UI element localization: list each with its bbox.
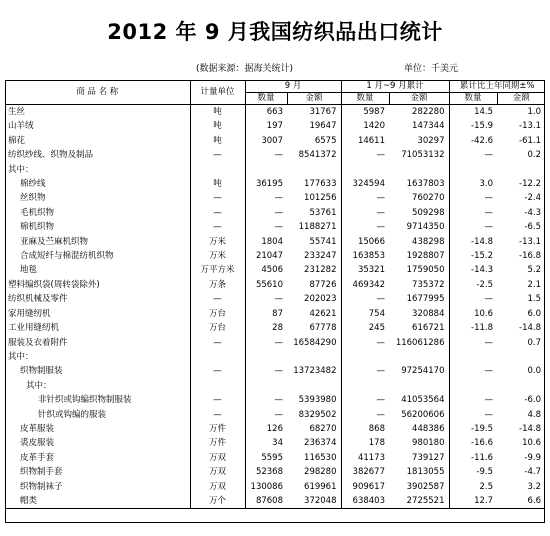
- row-sep-qty: 3007: [245, 134, 287, 148]
- row-yoy-qty: -15.2: [449, 249, 497, 263]
- header-qty: 数量: [245, 93, 287, 105]
- row-name: 非针织或钩编织物制服装: [38, 395, 132, 406]
- row-sep-amt: 8329502: [298, 409, 337, 420]
- header-commodity-name: 商 品 名 称: [5, 81, 190, 105]
- row-yoy-qty: 14.5: [449, 105, 497, 120]
- table-row: [5, 191, 545, 205]
- row-sep-qty: [245, 350, 287, 364]
- export-statistics-table: [5, 80, 545, 509]
- row-cum-qty: 35321: [341, 263, 389, 277]
- row-cum-qty: —: [341, 336, 389, 350]
- table-row: [5, 177, 545, 191]
- row-name: 皮革手套: [20, 452, 55, 463]
- row-sep-qty: —: [245, 292, 287, 306]
- row-cum-qty: —: [341, 408, 389, 422]
- row-cum-qty: 324594: [341, 177, 389, 191]
- row-sep-qty: 55610: [245, 278, 287, 292]
- row-sep-qty: 52368: [245, 465, 287, 479]
- row-unit: [190, 350, 245, 364]
- row-sep-amt: 5393980: [298, 395, 337, 406]
- table-row: [5, 220, 545, 234]
- row-yoy-qty: [449, 163, 497, 177]
- row-cum-qty: [341, 379, 389, 393]
- row-sep-qty: 34: [245, 436, 287, 450]
- row-unit: 万个: [190, 494, 245, 509]
- row-unit: —: [190, 408, 245, 422]
- row-unit: —: [190, 148, 245, 162]
- row-sep-amt: 31767: [309, 107, 337, 117]
- row-sep-qty: 5595: [245, 451, 287, 465]
- row-name: 其中：: [26, 380, 52, 391]
- header-qty: 数量: [449, 93, 497, 105]
- row-unit: 吨: [190, 119, 245, 133]
- row-yoy-amt: -13.1: [519, 236, 542, 247]
- row-yoy-amt: -16.8: [519, 251, 542, 262]
- row-unit: 万件: [190, 422, 245, 436]
- row-cum-qty: —: [341, 364, 389, 378]
- row-cum-qty: [341, 163, 389, 177]
- row-sep-amt: 8541372: [298, 150, 337, 161]
- row-cum-amt: 71053132: [401, 150, 445, 161]
- row-yoy-qty: 12.7: [449, 494, 497, 509]
- data-source-note: (数据来源：据海关统计): [196, 64, 294, 74]
- row-cum-amt: 760270: [412, 193, 445, 204]
- table-row: [5, 451, 545, 465]
- table-row: [5, 134, 545, 148]
- row-yoy-qty: 3.0: [449, 177, 497, 191]
- row-yoy-qty: -19.5: [449, 422, 497, 436]
- row-cum-amt: 1813055: [406, 467, 445, 478]
- row-sep-qty: 126: [245, 422, 287, 436]
- table-row: [5, 249, 545, 263]
- row-sep-amt: 116530: [304, 452, 337, 463]
- row-yoy-qty: 2.5: [449, 480, 497, 494]
- row-cum-qty: —: [341, 191, 389, 205]
- unit-note: 单位：千美元: [404, 64, 459, 74]
- row-cum-qty: 1420: [341, 119, 389, 133]
- row-sep-amt: [287, 379, 341, 393]
- row-yoy-amt: 4.8: [527, 409, 542, 420]
- row-name: 山羊绒: [8, 121, 34, 132]
- row-yoy-amt: 3.2: [527, 481, 542, 492]
- row-cum-amt: 448386: [412, 423, 445, 434]
- row-unit: 万双: [190, 480, 245, 494]
- row-yoy-qty: 10.6: [449, 307, 497, 321]
- row-yoy-amt: -61.1: [519, 135, 542, 146]
- row-name: 裘皮服装: [20, 438, 55, 449]
- row-sep-amt: 202023: [304, 294, 337, 305]
- row-sep-qty: 87: [245, 307, 287, 321]
- row-cum-qty: 163853: [341, 249, 389, 263]
- row-yoy-qty: —: [449, 206, 497, 220]
- row-name: 地毯: [20, 265, 38, 276]
- row-sep-qty: [245, 163, 287, 177]
- row-sep-qty: 197: [245, 119, 287, 133]
- row-yoy-amt: -4.7: [524, 467, 542, 478]
- row-yoy-qty: —: [449, 292, 497, 306]
- row-name: 塑料编织袋(周转袋除外): [8, 279, 100, 290]
- row-yoy-amt: -9.9: [524, 452, 542, 463]
- row-cum-qty: 15066: [341, 235, 389, 249]
- row-unit: 万件: [190, 436, 245, 450]
- row-cum-qty: 469342: [341, 278, 389, 292]
- row-unit: 吨: [190, 134, 245, 148]
- row-unit: —: [190, 191, 245, 205]
- row-yoy-amt: [497, 379, 545, 393]
- row-cum-qty: —: [341, 292, 389, 306]
- row-cum-amt: 97254170: [401, 366, 445, 377]
- row-yoy-qty: -11.8: [449, 321, 497, 335]
- row-yoy-qty: -14.3: [449, 263, 497, 277]
- row-yoy-amt: 0.7: [527, 337, 542, 348]
- row-yoy-qty: [449, 379, 497, 393]
- row-sep-qty: —: [245, 220, 287, 234]
- row-name: 毛机织物: [20, 207, 55, 218]
- row-name: 生丝: [8, 107, 26, 117]
- row-yoy-amt: -4.3: [524, 207, 542, 218]
- row-yoy-qty: -42.6: [449, 134, 497, 148]
- row-unit: [190, 379, 245, 393]
- row-yoy-amt: 10.6: [522, 438, 542, 449]
- header-row-top: [5, 81, 545, 93]
- row-sep-qty: —: [245, 393, 287, 407]
- page-title: 2012 年 9 月我国纺织品出口统计: [107, 20, 443, 44]
- row-unit: —: [190, 364, 245, 378]
- row-cum-amt: 1928807: [406, 251, 445, 262]
- row-cum-amt: 509298: [412, 207, 445, 218]
- table-body: [5, 105, 545, 509]
- row-cum-amt: 1637803: [406, 179, 445, 190]
- row-sep-amt: 42621: [309, 308, 337, 319]
- row-cum-amt: 41053564: [401, 395, 445, 406]
- row-unit: 万台: [190, 307, 245, 321]
- row-name: 家用缝纫机: [8, 308, 51, 319]
- row-cum-qty: 5987: [341, 105, 389, 120]
- row-unit: 万条: [190, 278, 245, 292]
- row-name: 丝织物: [20, 193, 46, 204]
- row-yoy-amt: -12.2: [519, 179, 542, 190]
- header-unit: 计量单位: [190, 81, 245, 105]
- header-yoy: 累计比上年同期±%: [449, 81, 545, 93]
- row-sep-amt: 55741: [309, 236, 337, 247]
- row-yoy-amt: -6.0: [524, 395, 542, 406]
- table-row: [5, 163, 545, 177]
- row-sep-qty: 663: [245, 105, 287, 120]
- row-sep-amt: [287, 350, 341, 364]
- row-unit: —: [190, 206, 245, 220]
- row-sep-qty: 28: [245, 321, 287, 335]
- row-cum-qty: —: [341, 148, 389, 162]
- row-yoy-amt: 0.2: [527, 150, 542, 161]
- row-sep-qty: —: [245, 206, 287, 220]
- row-cum-amt: 1677995: [406, 294, 445, 305]
- table-row: [5, 263, 545, 277]
- row-sep-qty: —: [245, 364, 287, 378]
- row-sep-qty: 130086: [245, 480, 287, 494]
- row-cum-qty: [341, 350, 389, 364]
- row-sep-amt: 1188271: [298, 222, 337, 233]
- row-yoy-qty: -15.9: [449, 119, 497, 133]
- row-cum-qty: 382677: [341, 465, 389, 479]
- row-name: 纺织纱线、织物及制品: [8, 150, 94, 161]
- table-row: [5, 465, 545, 479]
- row-sep-qty: 87608: [245, 494, 287, 509]
- row-sep-qty: [245, 379, 287, 393]
- table-row: [5, 336, 545, 350]
- row-name: 其中：: [8, 351, 34, 362]
- row-name: 棉机织物: [20, 222, 55, 233]
- row-cum-amt: 616721: [412, 323, 445, 334]
- row-name: 其中：: [8, 164, 34, 175]
- row-yoy-qty: —: [449, 364, 497, 378]
- table-row: [5, 422, 545, 436]
- row-yoy-qty: -14.8: [449, 235, 497, 249]
- row-cum-qty: —: [341, 393, 389, 407]
- row-cum-amt: 3902587: [406, 481, 445, 492]
- row-yoy-amt: 1.5: [527, 294, 542, 305]
- row-cum-qty: 245: [341, 321, 389, 335]
- table-row: [5, 235, 545, 249]
- table-row: [5, 393, 545, 407]
- row-name: 亚麻及苎麻机织物: [20, 236, 89, 247]
- row-cum-amt: 735372: [412, 279, 445, 290]
- row-name: 纺织机械及零件: [8, 294, 68, 305]
- header-qty: 数量: [341, 93, 389, 105]
- row-yoy-qty: —: [449, 220, 497, 234]
- row-yoy-qty: —: [449, 191, 497, 205]
- header-amt: 金额: [389, 93, 449, 105]
- row-yoy-amt: -6.5: [524, 222, 542, 233]
- row-cum-amt: 56200606: [401, 409, 445, 420]
- row-name: 织物制袜子: [20, 481, 63, 492]
- row-name: 工业用缝纫机: [8, 323, 60, 334]
- row-yoy-amt: 6.0: [527, 308, 542, 319]
- table-row: [5, 480, 545, 494]
- row-cum-qty: 41173: [341, 451, 389, 465]
- row-unit: 万台: [190, 321, 245, 335]
- row-sep-qty: 21047: [245, 249, 287, 263]
- row-sep-amt: 101256: [304, 193, 337, 204]
- table-row: [5, 364, 545, 378]
- row-name: 棉纱线: [20, 179, 46, 190]
- row-cum-qty: —: [341, 206, 389, 220]
- row-yoy-qty: -2.5: [449, 278, 497, 292]
- row-sep-qty: 4506: [245, 263, 287, 277]
- table-row: [5, 494, 545, 509]
- row-sep-amt: 13723482: [293, 366, 337, 377]
- row-sep-qty: 1804: [245, 235, 287, 249]
- row-unit: 万米: [190, 249, 245, 263]
- row-sep-qty: —: [245, 191, 287, 205]
- row-cum-qty: 638403: [341, 494, 389, 509]
- row-yoy-amt: 5.2: [527, 265, 542, 276]
- row-yoy-amt: 0.0: [527, 366, 542, 377]
- row-unit: 万平方米: [190, 263, 245, 277]
- row-yoy-amt: -13.1: [519, 121, 542, 132]
- row-cum-amt: 9714350: [406, 222, 445, 233]
- row-unit: 万双: [190, 465, 245, 479]
- table-row: [5, 408, 545, 422]
- row-sep-amt: 16584290: [293, 337, 337, 348]
- row-sep-amt: 67778: [309, 323, 337, 334]
- table-row: [5, 350, 545, 364]
- row-unit: 吨: [190, 177, 245, 191]
- row-sep-amt: 372048: [287, 494, 341, 509]
- row-sep-amt: 19647: [309, 121, 337, 132]
- row-sep-amt: 68270: [309, 423, 337, 434]
- row-yoy-amt: -2.4: [524, 193, 542, 204]
- row-sep-amt: 619961: [304, 481, 337, 492]
- row-cum-qty: —: [341, 220, 389, 234]
- row-unit: 万双: [190, 451, 245, 465]
- row-yoy-amt: [497, 350, 545, 364]
- row-yoy-qty: —: [449, 408, 497, 422]
- row-name: 织物制手套: [20, 467, 63, 478]
- row-sep-amt: 87726: [309, 279, 337, 290]
- row-unit: —: [190, 220, 245, 234]
- row-name: 织物制服装: [20, 366, 63, 377]
- row-cum-amt: 980180: [412, 438, 445, 449]
- row-sep-amt: 298280: [304, 467, 337, 478]
- row-name: 服装及衣着附件: [8, 337, 68, 348]
- row-yoy-qty: —: [449, 148, 497, 162]
- row-cum-qty: 754: [341, 307, 389, 321]
- row-cum-amt: 30297: [417, 135, 445, 146]
- row-unit: 吨: [190, 105, 245, 120]
- table-row: [5, 307, 545, 321]
- row-cum-amt: 739127: [412, 452, 445, 463]
- row-cum-amt: 2725521: [389, 494, 449, 509]
- row-name: 皮革服装: [20, 423, 55, 434]
- table-row: [5, 292, 545, 306]
- row-unit: —: [190, 336, 245, 350]
- row-sep-amt: 233247: [304, 251, 337, 262]
- row-cum-qty: 909617: [341, 480, 389, 494]
- row-yoy-qty: -9.5: [449, 465, 497, 479]
- row-unit: —: [190, 393, 245, 407]
- table-row: [5, 148, 545, 162]
- row-sep-qty: —: [245, 336, 287, 350]
- row-cum-amt: [389, 350, 449, 364]
- row-sep-amt: 236374: [304, 438, 337, 449]
- row-sep-qty: 36195: [245, 177, 287, 191]
- row-cum-amt: 116061286: [395, 337, 445, 348]
- row-cum-amt: 282280: [412, 107, 445, 117]
- row-cum-amt: [389, 163, 449, 177]
- row-yoy-amt: [497, 163, 545, 177]
- row-yoy-qty: -16.6: [449, 436, 497, 450]
- row-name: 棉花: [8, 135, 26, 146]
- row-cum-amt: 438298: [412, 236, 445, 247]
- table-row: [5, 379, 545, 393]
- row-yoy-amt: -14.8: [519, 323, 542, 334]
- header-amt: 金额: [497, 93, 545, 105]
- header-jan-sep: 1 月~9 月累计: [341, 81, 449, 93]
- row-cum-amt: 147344: [412, 121, 445, 132]
- row-cum-qty: 14611: [341, 134, 389, 148]
- row-cum-amt: 1759050: [406, 265, 445, 276]
- row-sep-amt: 177633: [304, 179, 337, 190]
- row-sep-amt: [287, 163, 341, 177]
- row-cum-amt: [389, 379, 449, 393]
- row-yoy-qty: —: [449, 393, 497, 407]
- row-name: 合成短纤与棉混纺机织物: [20, 251, 114, 262]
- row-unit: [190, 163, 245, 177]
- table-row: [5, 436, 545, 450]
- header-amt: 金额: [287, 93, 341, 105]
- row-sep-amt: 53761: [309, 207, 337, 218]
- row-sep-qty: —: [245, 148, 287, 162]
- row-yoy-qty: [449, 350, 497, 364]
- row-unit: —: [190, 292, 245, 306]
- row-sep-amt: 231282: [304, 265, 337, 276]
- row-cum-qty: 178: [341, 436, 389, 450]
- row-cum-amt: 320884: [412, 308, 445, 319]
- row-yoy-qty: —: [449, 336, 497, 350]
- row-cum-qty: 868: [341, 422, 389, 436]
- table-row: [5, 321, 545, 335]
- row-name: 针织或钩编的服装: [38, 409, 107, 420]
- row-yoy-amt: 2.1: [527, 279, 542, 290]
- row-sep-amt: 6575: [314, 135, 337, 146]
- row-yoy-amt: -14.8: [519, 423, 542, 434]
- row-sep-qty: —: [245, 408, 287, 422]
- table-row: [5, 119, 545, 133]
- row-yoy-amt: 6.6: [497, 494, 545, 509]
- row-yoy-qty: -11.6: [449, 451, 497, 465]
- row-yoy-amt: 1.0: [527, 107, 542, 117]
- row-unit: 万米: [190, 235, 245, 249]
- table-row: [5, 105, 545, 120]
- table-row: [5, 206, 545, 220]
- row-name: 帽类: [5, 494, 190, 509]
- table-row: [5, 278, 545, 292]
- header-september: 9 月: [245, 81, 341, 93]
